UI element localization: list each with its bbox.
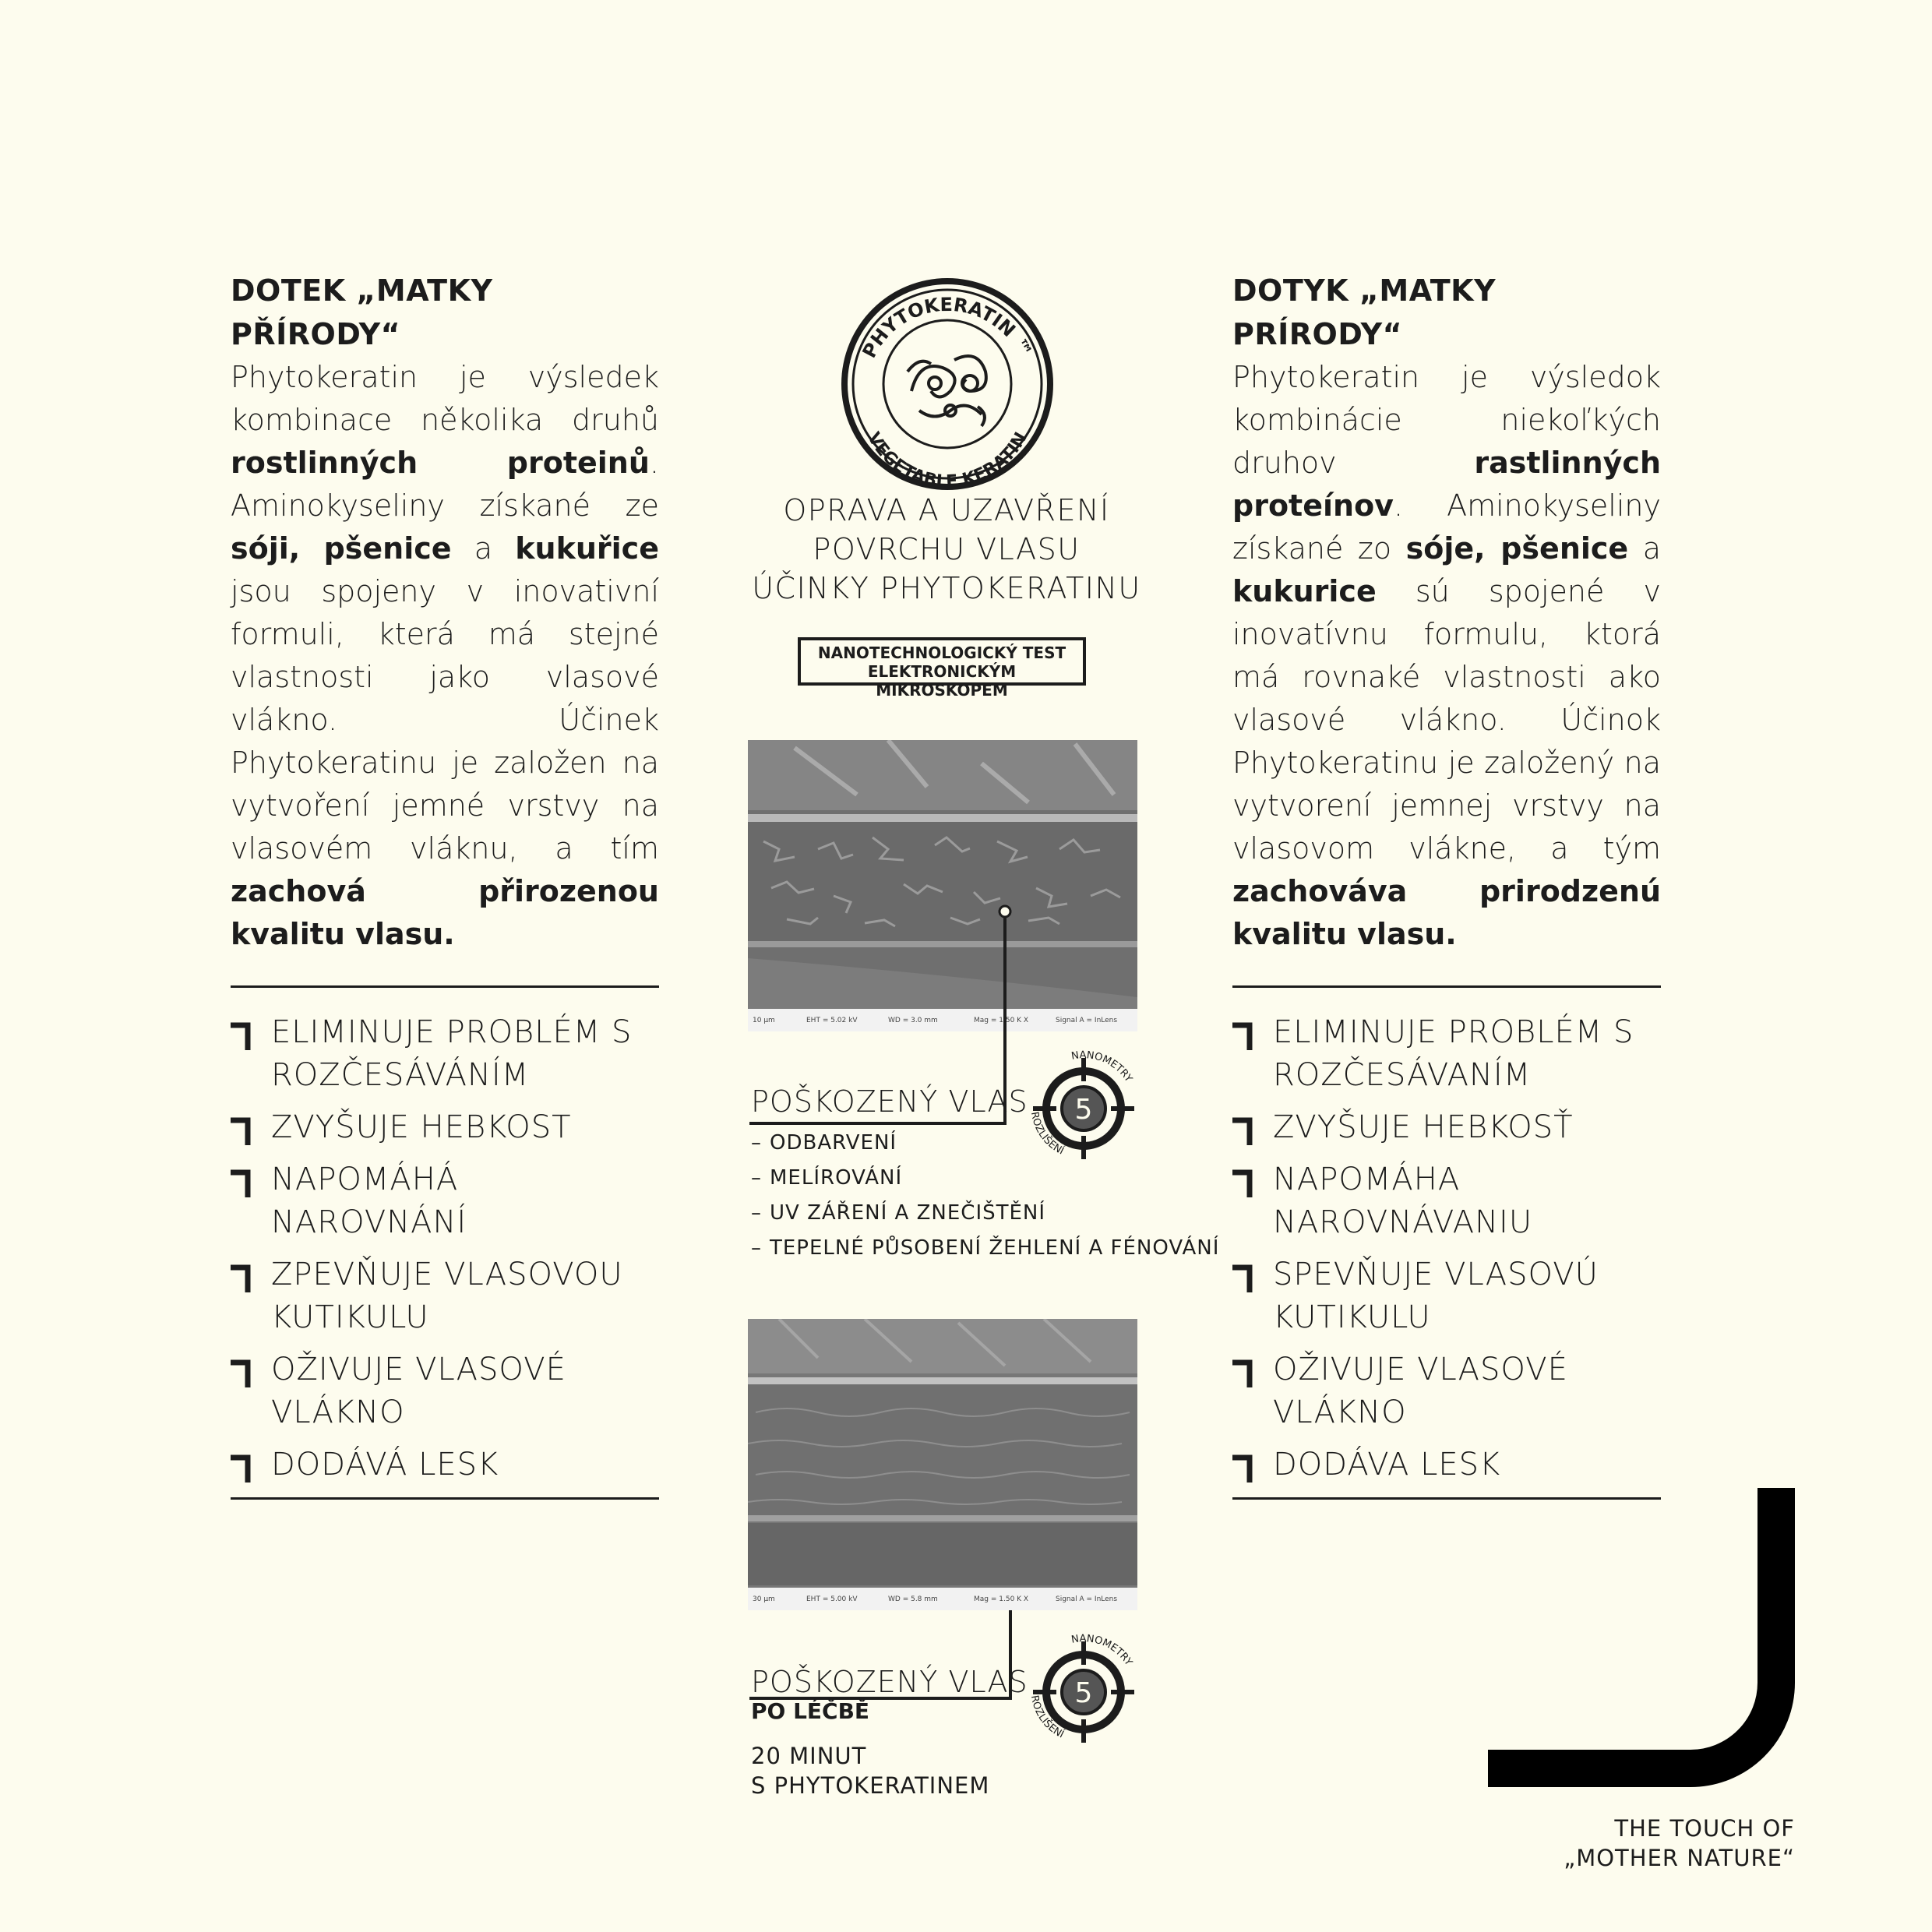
seal-bottom-text: VEGETABLE KERATIN [863,428,1031,492]
benefit-label: NAPOMÁHA NAROVNÁVANIU [1273,1162,1533,1240]
paragraph-text: jsou spojeny v inovativní formuli, která má stejné vlastnosti jako vlasové vlákno. Účinek Phytokeratinu je založen na vytvoření jemné vrstvy na vlasovém vláknu, a tím [231,574,659,866]
micro2-eht: EHT = 5.00 kV [806,1595,858,1603]
emphasis-text: zachová přirozenou kvalitu vlasu. [231,874,659,951]
nanotech-test-label [798,637,1086,700]
nanometer-target-icon [1025,1634,1142,1750]
micro2-mag: Mag = 1.50 K X [974,1595,1029,1603]
nanotech-line: ELEKTRONICKÝM MIKROSKOPEM [867,662,1017,700]
left-heading: DOTEK „MATKY PŘÍRODY“ [231,273,493,351]
nanometer-target-icon [1025,1050,1142,1167]
benefit-label: NAPOMÁHÁ NAROVNÁNÍ [271,1162,467,1240]
benefit-label: SPEVŇUJE VLASOVÚ KUTIKULU [1273,1257,1599,1335]
corner-bullet-icon [231,1169,252,1197]
emphasis-text: zachováva prirodzenú kvalitu vlasu. [1232,874,1661,951]
benefit-item [1232,1444,1661,1486]
nano-number: 5 [1074,1094,1093,1126]
tagline-line: THE TOUCH OF [1614,1815,1795,1842]
corner-bullet-icon [231,1359,252,1387]
phytokeratin-seal-logo [837,274,1057,494]
micro1-eht: EHT = 5.02 kV [806,1017,858,1024]
svg-text:ROZLIŠENÍ: ROZLIŠENÍ [1028,1694,1066,1741]
corner-bullet-icon [231,1022,252,1050]
benefit-label: OŽIVUJE VLASOVÉ VLÁKNO [1273,1352,1568,1430]
svg-text:NANOMETRY: NANOMETRY [1070,1050,1135,1085]
benefit-item [1232,1106,1661,1149]
benefit-item [231,1011,659,1097]
paragraph-text: sú spojené v inovatívnu formulu, ktorá má rovnaké vlastnosti ako vlasové vlákno. Účinok Phytokeratinu je založený na vytvorení jemnej vrstvy na vlasovom vlákne, a tým [1232,574,1661,866]
treated-hair-subtitle: PO LÉČBĚ [751,1698,870,1724]
treatment-detail [751,1741,989,1800]
treatment-detail-line: 20 MINUT [751,1743,867,1769]
tagline [1564,1814,1795,1873]
micro2-wd: WD = 5.8 mm [888,1595,938,1603]
benefit-item [1232,1158,1661,1244]
benefit-item [1232,1011,1661,1097]
emphasis-text: rostlinných proteinů [231,446,650,480]
corner-bracket-mark [1488,1488,1800,1800]
benefit-label: ZVYŠUJE HEBKOSŤ [1273,1109,1574,1145]
benefit-label: ZPEVŇUJE VLASOVOU KUTIKULU [271,1257,623,1335]
emphasis-text: sóje, pšenice [1405,531,1629,566]
left-column [231,269,659,1500]
left-divider-bottom [231,1497,659,1500]
left-paragraph [231,356,659,956]
benefit-item [231,1106,659,1149]
damaged-hair-title: POŠKOZENÝ VLAS [751,1084,1028,1119]
benefit-label: ELIMINUJE PROBLÉM S ROZČESÁVÁNÍM [271,1014,633,1093]
tagline-line: „MOTHER NATURE“ [1564,1845,1795,1871]
micro1-scale: 10 µm [753,1017,775,1024]
benefit-label: DODÁVÁ LESK [271,1447,499,1482]
damage-cause-item: – ODBARVENÍ [751,1126,1219,1161]
paragraph-text: Phytokeratin je výsledek kombinace několika druhů [231,360,659,437]
damage-cause-item: – TEPELNÉ PŮSOBENÍ ŽEHLENÍ A FÉNOVÁNÍ [751,1231,1219,1266]
right-column [1232,269,1661,1500]
benefit-label: ZVYŠUJE HEBKOST [271,1109,572,1145]
paragraph-text: . Aminokyseliny získané ze [231,446,659,523]
right-paragraph [1232,356,1661,956]
left-benefits-list [231,1011,659,1486]
benefit-label: DODÁVA LESK [1273,1447,1501,1482]
damage-cause-item: – MELÍROVÁNÍ [751,1161,1219,1196]
corner-bullet-icon [1232,1359,1254,1387]
treated-hair-title: POŠKOZENÝ VLAS [751,1665,1028,1699]
micro1-signal: Signal A = InLens [1056,1017,1118,1024]
micro1-wd: WD = 3.0 mm [888,1017,938,1024]
svg-text:ROZLIŠENÍ: ROZLIŠENÍ [1028,1110,1066,1158]
repair-title-line: POVRCHU VLASU [813,532,1081,566]
micro1-mag: Mag = 1.50 K X [974,1017,1029,1024]
corner-bullet-icon [1232,1117,1254,1145]
micro2-scale: 30 µm [753,1595,775,1603]
corner-bullet-icon [1232,1022,1254,1050]
benefit-label: OŽIVUJE VLASOVÉ VLÁKNO [271,1352,566,1430]
corner-bullet-icon [231,1117,252,1145]
benefit-item [231,1444,659,1486]
seal-top-text: PHYTOKERATIN ™ [858,293,1037,362]
paragraph-text: a [1628,531,1661,566]
micro2-signal: Signal A = InLens [1056,1595,1118,1603]
benefit-label: ELIMINUJE PROBLÉM S ROZČESÁVANÍM [1273,1014,1634,1093]
repair-title [748,491,1145,608]
emphasis-text: kukurice [1232,574,1377,608]
emphasis-text: rastlinných proteínov [1232,446,1661,523]
corner-bullet-icon [1232,1264,1254,1292]
damage-causes-list [751,1126,1219,1266]
paragraph-text: Phytokeratin je výsledok kombinácie niekoľkých druhov [1232,360,1661,480]
nano-number: 5 [1074,1677,1093,1709]
svg-text:NANOMETRY: NANOMETRY [1070,1634,1135,1669]
right-heading: DOTYK „MATKY PRÍRODY“ [1232,273,1497,351]
benefit-item [231,1349,659,1434]
repair-title-line: OPRAVA A UZAVŘENÍ [783,493,1110,527]
benefit-item [231,1158,659,1244]
corner-bullet-icon [231,1454,252,1482]
right-divider-top [1232,985,1661,988]
left-divider-top [231,985,659,988]
paragraph-text: a [451,531,516,566]
emphasis-text: sóji, pšenice [231,531,452,566]
benefit-item [1232,1349,1661,1434]
nanotech-line: NANOTECHNOLOGICKÝ TEST [817,643,1066,662]
emphasis-text: kukuřice [515,531,659,566]
benefit-item [231,1253,659,1339]
corner-bullet-icon [1232,1454,1254,1482]
paragraph-text: . Aminokyseliny získané zo [1232,488,1661,566]
treatment-detail-line: S PHYTOKERATINEM [751,1772,990,1799]
benefit-item [1232,1253,1661,1339]
corner-bullet-icon [231,1264,252,1292]
right-benefits-list [1232,1011,1661,1486]
damage-cause-item: – UV ZÁŘENÍ A ZNEČIŠTĚNÍ [751,1196,1219,1231]
microscope-image-treated [748,1319,1137,1610]
corner-bullet-icon [1232,1169,1254,1197]
repair-title-line: ÚČINKY PHYTOKERATINU [752,571,1141,605]
